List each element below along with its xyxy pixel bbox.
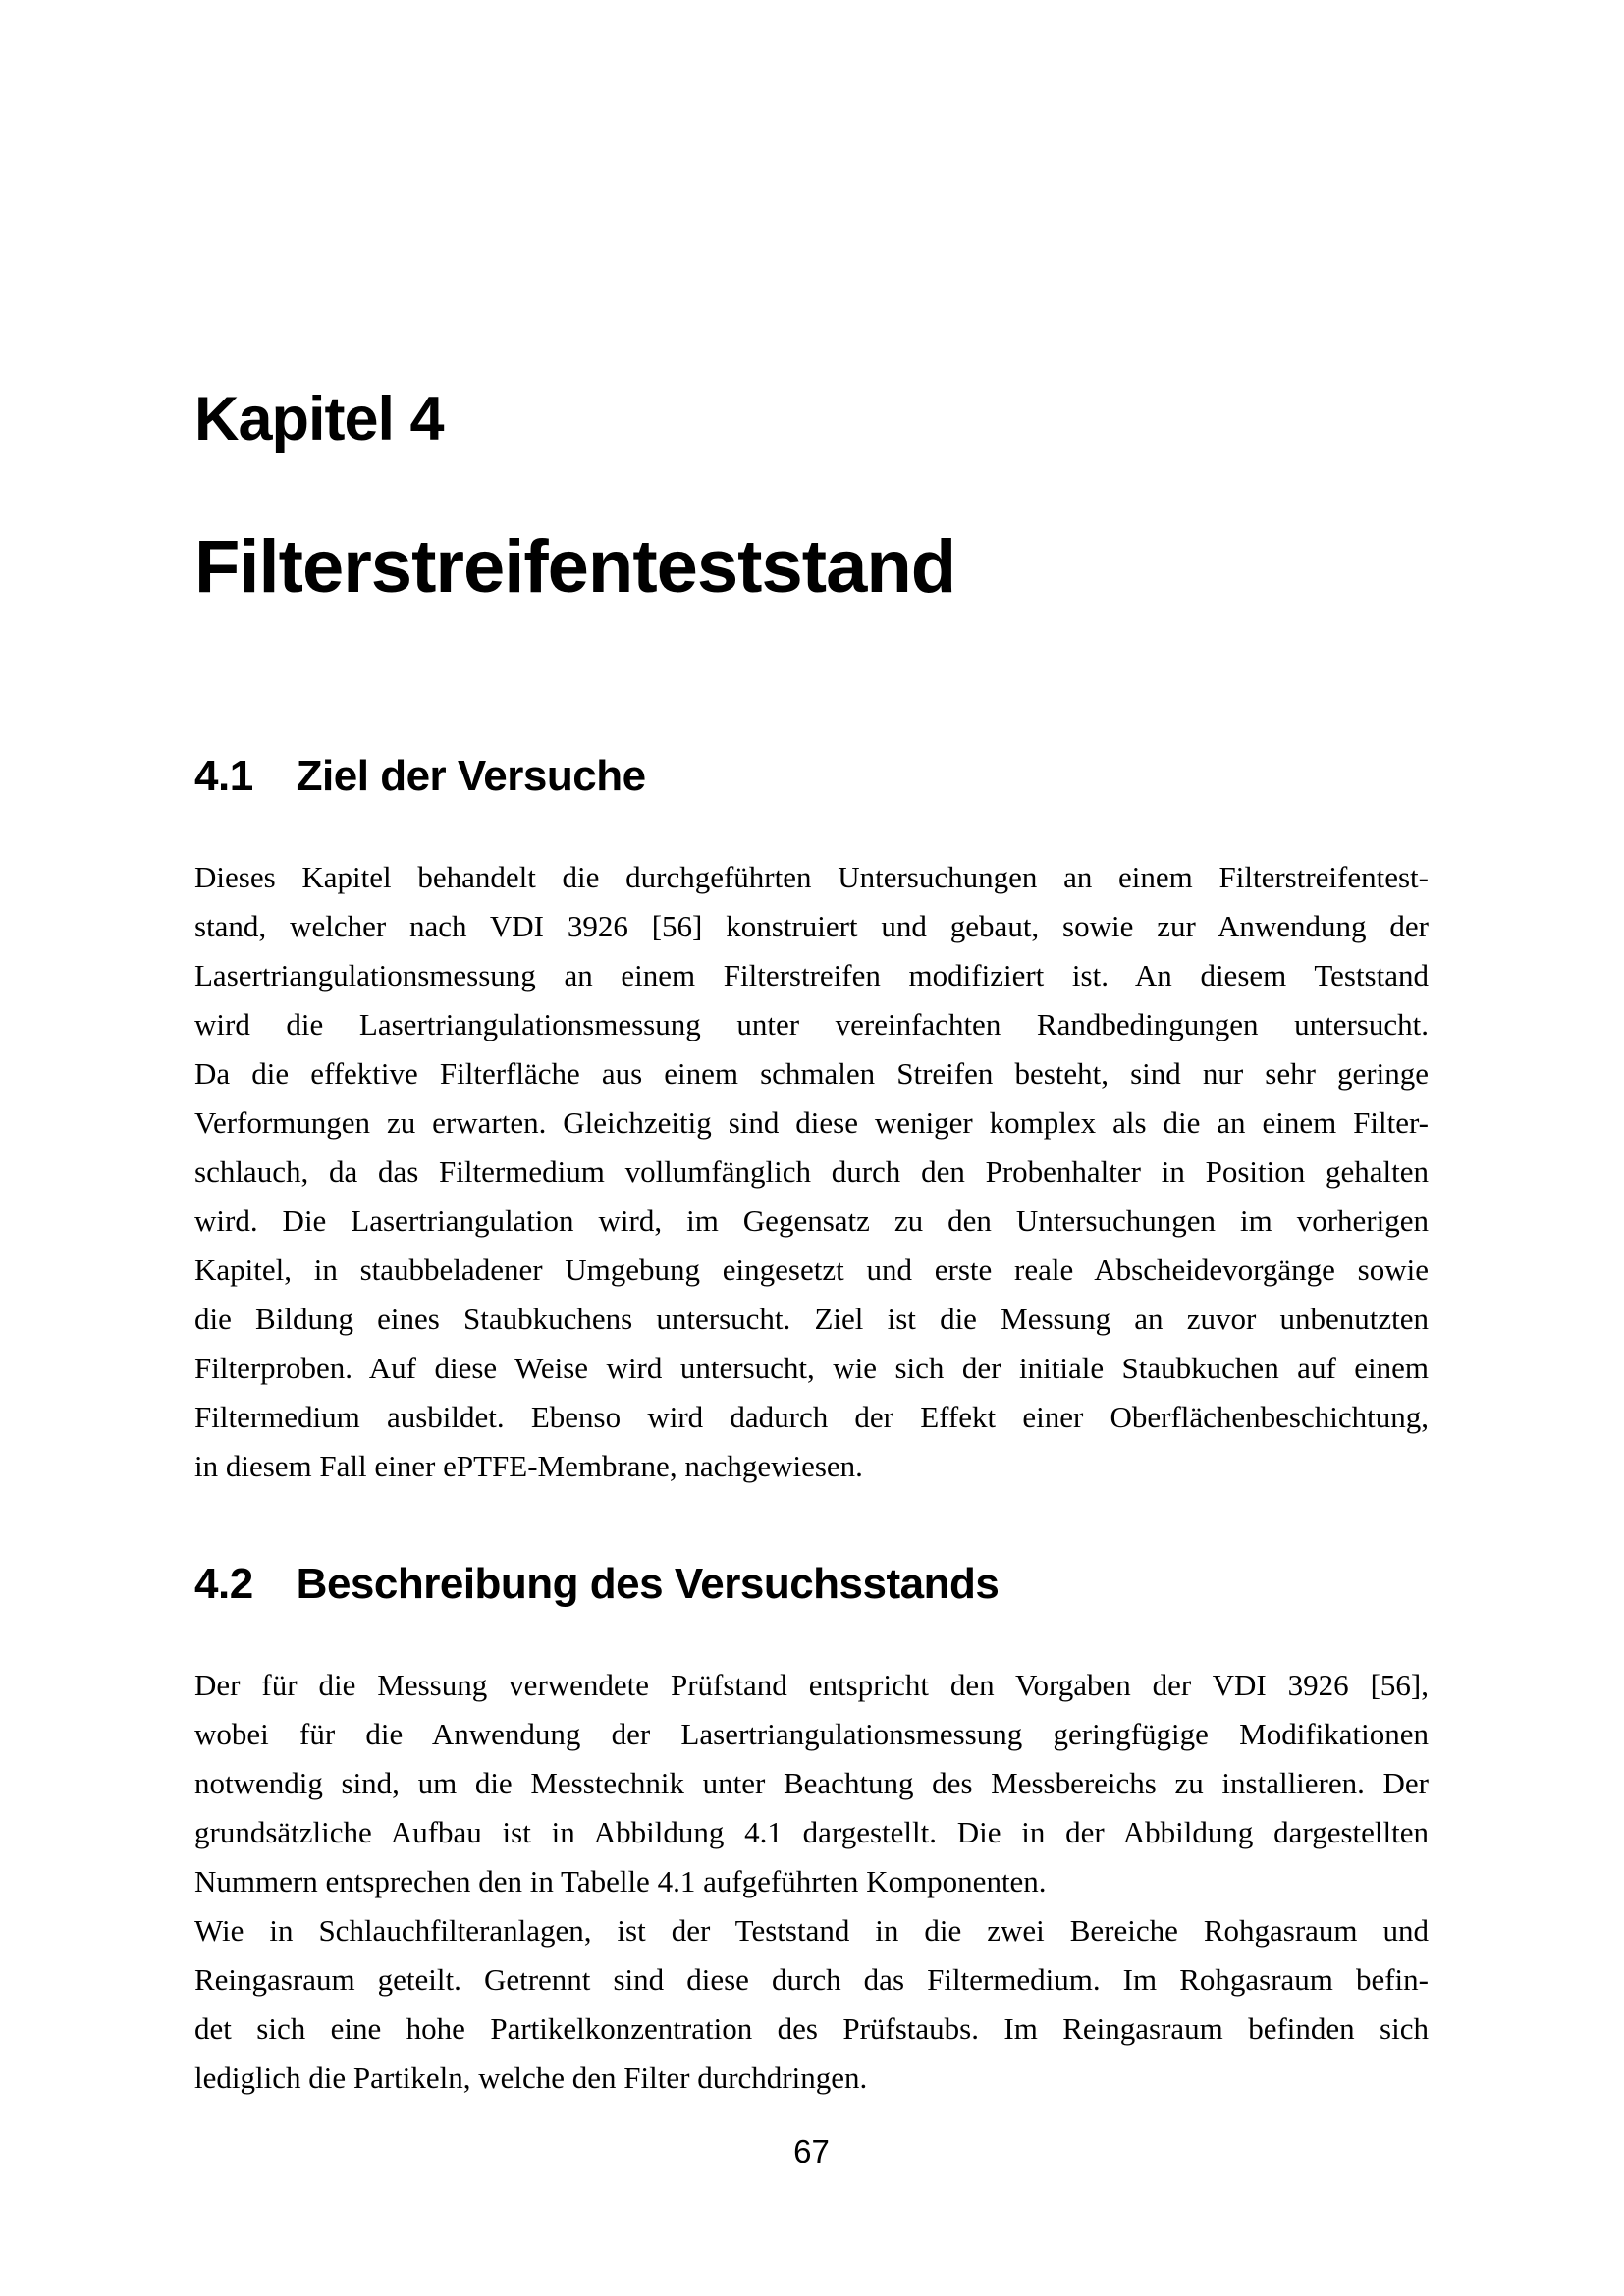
section-heading-4-1 — [194, 751, 1429, 800]
text-column — [194, 0, 1429, 2171]
text-line: Reingasraum geteilt. Getrennt sind diese durch das Filtermedium. Im Rohgasraum befin- — [194, 1962, 1429, 1998]
chapter-title: Filterstreifenteststand — [194, 525, 956, 610]
text-line: Da die effektive Filterfläche aus einem schmalen Streifen besteht, sind nur sehr geringe — [194, 1056, 1429, 1092]
chapter-label: Kapitel 4 — [194, 385, 444, 454]
text-line: stand, welcher nach VDI 3926 [56] konstruiert und gebaut, sowie zur Anwendung der — [194, 909, 1429, 944]
text-line: Kapitel, in staubbeladener Umgebung eingesetzt und erste reale Abscheidevorgänge sowie — [194, 1253, 1429, 1288]
text-line: wird die Lasertriangulationsmessung unter vereinfachten Randbedingungen untersucht. — [194, 1007, 1429, 1042]
text-line: Filterproben. Auf diese Weise wird untersucht, wie sich der initiale Staubkuchen auf einem — [194, 1351, 1429, 1386]
text-line: grundsätzliche Aufbau ist in Abbildung 4.1 dargestellt. Die in der Abbildung dargestellten — [194, 1815, 1429, 1850]
text-line: wird. Die Lasertriangulation wird, im Gegensatz zu den Untersuchungen im vorherigen — [194, 1203, 1429, 1239]
page-number: 67 — [793, 2133, 830, 2170]
text-line: Dieses Kapitel behandelt die durchgeführten Untersuchungen an einem Filterstreifentest- — [194, 860, 1429, 895]
paragraph — [194, 1906, 1429, 2103]
text-line: Filtermedium ausbildet. Ebenso wird dadurch der Effekt einer Oberflächenbeschichtung, — [194, 1400, 1429, 1435]
text-line: Nummern entsprechen den in Tabelle 4.1 aufgeführten Komponenten. — [194, 1864, 1047, 1899]
text-line: die Bildung eines Staubkuchens untersucht. Ziel ist die Messung an zuvor unbenutzten — [194, 1302, 1429, 1337]
section-number: 4.1 — [194, 751, 253, 800]
text-line: Lasertriangulationsmessung an einem Filterstreifen modifiziert ist. An diesem Teststand — [194, 958, 1429, 993]
text-line: det sich eine hohe Partikelkonzentration des Prüfstaubs. Im Reingasraum befinden sich — [194, 2011, 1429, 2047]
section-title: Beschreibung des Versuchsstands — [296, 1560, 1000, 1609]
text-line: schlauch, da das Filtermedium vollumfänglich durch den Probenhalter in Position gehalten — [194, 1154, 1429, 1190]
section-title: Ziel der Versuche — [296, 751, 646, 800]
text-line: Wie in Schlauchfilteranlagen, ist der Teststand in die zwei Bereiche Rohgasraum und — [194, 1913, 1429, 1949]
text-line: notwendig sind, um die Messtechnik unter Beachtung des Messbereichs zu installieren. Der — [194, 1766, 1429, 1801]
paragraph — [194, 853, 1429, 1491]
text-line: lediglich die Partikeln, welche den Filter durchdringen. — [194, 2060, 868, 2096]
text-line: in diesem Fall einer ePTFE-Membrane, nachgewiesen. — [194, 1449, 863, 1484]
section-heading-4-2 — [194, 1562, 1429, 1607]
section-number: 4.2 — [194, 1560, 253, 1609]
text-line: Der für die Messung verwendete Prüfstand entspricht den Vorgaben der VDI 3926 [56], — [194, 1668, 1429, 1703]
paragraph — [194, 1661, 1429, 1906]
text-line: Verformungen zu erwarten. Gleichzeitig sind diese weniger komplex als die an einem Filter- — [194, 1105, 1429, 1141]
text-line: wobei für die Anwendung der Lasertriangulationsmessung geringfügige Modifikationen — [194, 1717, 1429, 1752]
